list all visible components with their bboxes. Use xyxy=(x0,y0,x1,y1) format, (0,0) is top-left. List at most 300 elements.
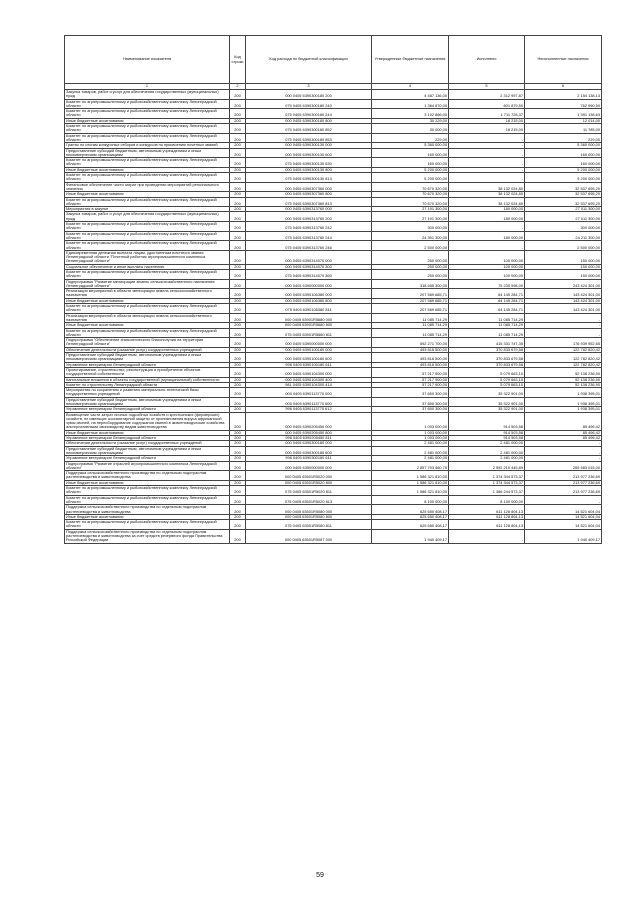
cell-unexecuted: 213 977 236,69 xyxy=(525,486,602,496)
cell-budget-code: 075 0405 63901R5680 811 xyxy=(246,328,372,338)
cell-indicator-name: Комитет по агропромышленному и рыбохозяйственному комплексу Ленинградской области xyxy=(65,109,230,119)
cell-line-code: 200 xyxy=(230,446,246,456)
cell-unexecuted: 243 424 301,00 xyxy=(525,279,602,289)
cell-approved: 57 217 900,00 xyxy=(372,367,449,377)
cell-executed: 180 000,00 xyxy=(449,207,525,212)
cell-executed: 100 000,00 xyxy=(449,269,525,279)
cell-unexecuted: 160 000,00 xyxy=(525,148,602,158)
cell-executed: 1 711 728,37 xyxy=(449,109,525,119)
cell-line-code: 200 xyxy=(230,486,246,496)
cell-executed: 8 100 000,00 xyxy=(449,495,525,505)
cell-unexecuted: 52 138 236,90 xyxy=(525,377,602,382)
cell-approved: 1 586 321 810,00 xyxy=(372,471,449,481)
header-indicator-name: Наименование показателя xyxy=(65,36,230,84)
table-row xyxy=(65,269,602,279)
cell-unexecuted: 27 011 300,00 xyxy=(525,207,602,212)
cell-budget-code: 075 0405 6390313760 242 xyxy=(246,222,372,232)
cell-executed: 601 879,50 xyxy=(449,99,525,109)
cell-executed: 11 085 714,29 xyxy=(449,323,525,328)
cell-unexecuted: 24 211 300,00 xyxy=(525,231,602,241)
cell-budget-code: 000 0405 6390300130 000 xyxy=(246,143,372,148)
cell-line-code: 200 xyxy=(230,505,246,515)
cell-executed: 611 128 804,13 xyxy=(449,520,525,530)
cell-line-code: 200 xyxy=(230,397,246,407)
cell-line-code: 200 xyxy=(230,471,246,481)
cell-budget-code: 000 0405 6390000000 000 xyxy=(246,338,372,348)
cell-line-code: 200 xyxy=(230,148,246,158)
cell-budget-code: 000 0405 63901R5680 000 xyxy=(246,313,372,323)
cell-budget-code: 996 0405 6390300180 611 xyxy=(246,456,372,461)
cell-approved: 1 003 000,00 xyxy=(372,436,449,441)
cell-budget-code: 996 0405 6390113770 612 xyxy=(246,407,372,412)
cell-executed: 38 132 024,80 xyxy=(449,182,525,192)
cell-indicator-name: Комитет по агропромышленному и рыбохозяйственному комплексу Ленинградской области xyxy=(65,304,230,314)
cell-approved: 207 569 685,71 xyxy=(372,304,449,314)
cell-budget-code: 000 0405 6390307360 000 xyxy=(246,182,372,192)
cell-indicator-name: Гранты по итогам конкурсных отборов и конкурсов по присвоению почетных званий xyxy=(65,143,230,148)
table-row xyxy=(65,133,602,143)
cell-approved: 37 650 300,00 xyxy=(372,388,449,398)
cell-executed: 370 833 679,58 xyxy=(449,347,525,352)
cell-executed: - xyxy=(449,158,525,168)
cell-unexecuted: 5 360 000,00 xyxy=(525,143,602,148)
cell-budget-code: 000 0405 6390205450 800 xyxy=(246,430,372,435)
cell-unexecuted: 213 977 236,69 xyxy=(525,480,602,485)
cell-executed: 38 132 024,80 xyxy=(449,197,525,207)
cell-indicator-name: Подпрограмма "Обеспечение эпизоотического благополучия на территории Ленинградской области" xyxy=(65,338,230,348)
budget-execution-table xyxy=(64,35,602,544)
cell-line-code: 200 xyxy=(230,347,246,352)
cell-executed: 11 085 714,29 xyxy=(449,328,525,338)
cell-indicator-name: Иные бюджетные ассигнования xyxy=(65,480,230,485)
cell-indicator-name: Комитет по агропромышленному и рыбохозяйственному комплексу Ленинградской области xyxy=(65,328,230,338)
cell-executed: 370 833 679,58 xyxy=(449,362,525,367)
cell-approved: 2 857 793 460,75 xyxy=(372,461,449,471)
cell-executed: 370 833 679,58 xyxy=(449,353,525,363)
table-row xyxy=(65,99,602,109)
table-row xyxy=(65,338,602,348)
cell-line-code: 200 xyxy=(230,514,246,519)
cell-indicator-name: Комитет по агропромышленному и рыбохозяйственному комплексу Ленинградской области xyxy=(65,99,230,109)
table-row xyxy=(65,397,602,407)
cell-approved: 625 650 408,17 xyxy=(372,514,449,519)
cell-indicator-name: Поддержка сельскохозяйственного производства по отдельным подотраслям растениеводства и животноводства xyxy=(65,471,230,481)
cell-unexecuted: 143 424 301,00 xyxy=(525,289,602,299)
cell-approved: 1 003 000,00 xyxy=(372,430,449,435)
cell-indicator-name: Предоставление субсидий бюджетным, автономным учреждениям и иным некоммерческим организациям xyxy=(65,148,230,158)
cell-budget-code: 075 0405 6390313760 244 xyxy=(246,231,372,241)
cell-unexecuted: 11 785,00 xyxy=(525,124,602,134)
cell-approved: 207 569 685,71 xyxy=(372,289,449,299)
cell-approved: 30 229,00 xyxy=(372,118,449,123)
cell-budget-code: 000 0405 6390300180 000 xyxy=(246,441,372,446)
cell-budget-code: 075 0405 63501R5020 811 xyxy=(246,486,372,496)
table-row xyxy=(65,446,602,456)
cell-line-code: 200 xyxy=(230,99,246,109)
cell-approved: 2 500 000,00 xyxy=(372,241,449,251)
table-row xyxy=(65,173,602,183)
cell-line-code: 200 xyxy=(230,495,246,505)
cell-unexecuted: 1 938 395,01 xyxy=(525,407,602,412)
cell-line-code: 200 xyxy=(230,456,246,461)
cell-line-code: 200 xyxy=(230,367,246,377)
cell-budget-code: 996 0405 6390205450 811 xyxy=(246,436,372,441)
cell-budget-code: 000 0405 6390113770 000 xyxy=(246,388,372,398)
cell-line-code: 200 xyxy=(230,520,246,530)
cell-indicator-name: Комитет по агропромышленному и рыбохозяйственному комплексу Ленинградской области xyxy=(65,269,230,279)
cell-line-code: 200 xyxy=(230,382,246,387)
table-row xyxy=(65,353,602,363)
cell-executed: 611 128 804,13 xyxy=(449,514,525,519)
cell-line-code: 200 xyxy=(230,323,246,328)
table-row xyxy=(65,367,602,377)
cell-approved: 1 940 409,17 xyxy=(372,529,449,543)
table-row xyxy=(65,182,602,192)
cell-line-code: 200 xyxy=(230,269,246,279)
cell-budget-code: 000 0405 6390113770 600 xyxy=(246,397,372,407)
cell-executed: 914 503,58 xyxy=(449,436,525,441)
cell-approved: 11 085 714,29 xyxy=(372,313,449,323)
cell-unexecuted: 213 977 236,69 xyxy=(525,471,602,481)
cell-budget-code: 075 0405 6390300180 853 xyxy=(246,133,372,143)
cell-line-code: 200 xyxy=(230,461,246,471)
cell-executed: 75 230 998,00 xyxy=(449,279,525,289)
cell-executed: 2 481 000,00 xyxy=(449,441,525,446)
cell-budget-code: 075 0405 6390300180 240 xyxy=(246,99,372,109)
cell-unexecuted: 176 939 952,65 xyxy=(525,338,602,348)
cell-budget-code: 996 0405 6390100180 611 xyxy=(246,362,372,367)
cell-unexecuted: 1 938 395,01 xyxy=(525,397,602,407)
cell-approved: 1 586 321 810,00 xyxy=(372,486,449,496)
cell-line-code: 200 xyxy=(230,388,246,398)
cell-unexecuted: 143 424 301,00 xyxy=(525,304,602,314)
header-executed: Исполнено xyxy=(449,36,525,84)
cell-approved: 3 102 866,00 xyxy=(372,109,449,119)
cell-unexecuted: 122 782 820,42 xyxy=(525,362,602,367)
cell-indicator-name: Комитет по агропромышленному и рыбохозяйственному комплексу Ленинградской области xyxy=(65,133,230,143)
cell-executed: 18 215,00 xyxy=(449,118,525,123)
cell-budget-code: 000 0405 6390100180 600 xyxy=(246,353,372,363)
cell-unexecuted: 85 496,42 xyxy=(525,436,602,441)
cell-executed: 2 312 997,87 xyxy=(449,90,525,100)
cell-indicator-name: Комитет по агропромышленному и рыбохозяйственному комплексу Ленинградской области xyxy=(65,241,230,251)
cell-unexecuted: 150 000,00 xyxy=(525,250,602,264)
header-unexecuted: Неисполненные назначения xyxy=(525,36,602,84)
cell-unexecuted: - xyxy=(525,456,602,461)
cell-executed: 64 145 284,71 xyxy=(449,304,525,314)
cell-executed: - xyxy=(449,529,525,543)
cell-executed: - xyxy=(449,133,525,143)
cell-indicator-name: Комитет по агропромышленному и рыбохозяйственному комплексу Ленинградской области xyxy=(65,520,230,530)
table-row xyxy=(65,520,602,530)
cell-unexecuted: 300 000,00 xyxy=(525,222,602,232)
table-row xyxy=(65,124,602,134)
cell-budget-code: 075 0405 6390313760 246 xyxy=(246,241,372,251)
cell-line-code: 200 xyxy=(230,480,246,485)
cell-approved: 30 000,00 xyxy=(372,124,449,134)
cell-line-code: 200 xyxy=(230,279,246,289)
cell-executed: 35 322 901,00 xyxy=(449,388,525,398)
cell-executed: 415 331 747,35 xyxy=(449,338,525,348)
cell-unexecuted: 52 138 236,90 xyxy=(525,382,602,387)
cell-approved: 318 655 300,00 xyxy=(372,279,449,289)
table-body xyxy=(65,90,602,544)
table-row xyxy=(65,313,602,323)
cell-unexecuted: 32 537 695,20 xyxy=(525,192,602,197)
cell-line-code: 200 xyxy=(230,430,246,435)
table-row xyxy=(65,279,602,289)
cell-line-code: 200 xyxy=(230,197,246,207)
column-number: 3 xyxy=(246,84,372,90)
cell-indicator-name: Комитет по агропромышленному и рыбохозяйственному комплексу Ленинградской области xyxy=(65,197,230,207)
cell-indicator-name: Мероприятия по сохранению и развитию материально-технической базы государственных учреждений xyxy=(65,388,230,398)
cell-unexecuted: - xyxy=(525,446,602,456)
cell-budget-code: 075 0405 6390300180 852 xyxy=(246,124,372,134)
cell-indicator-name: Комитет по агропромышленному и рыбохозяйственному комплексу Ленинградской области xyxy=(65,222,230,232)
column-number: 4 xyxy=(372,84,449,90)
cell-approved: 250 000,00 xyxy=(372,250,449,264)
cell-unexecuted: 12 014,00 xyxy=(525,118,602,123)
cell-budget-code: 000 0405 6390307360 800 xyxy=(246,192,372,197)
cell-indicator-name: Возмещение части затрат личных подсобных хозяйств и крестьянских (фермерских) хозяйств, не имеющих зоосанитарной защиты от проникновения вируса африканской чумы свиней, на переоборудование содержания свиней в животноводческие хозяйства альтернативными свиноводству видам животноводства xyxy=(65,412,230,430)
cell-budget-code: 000 0405 6390300130 600 xyxy=(246,148,372,158)
cell-budget-code: 075 0405 63501R5080 811 xyxy=(246,520,372,530)
cell-approved: 625 650 408,17 xyxy=(372,520,449,530)
table-row xyxy=(65,388,602,398)
cell-approved: 27 191 300,00 xyxy=(372,212,449,222)
cell-indicator-name: Закупка товаров, работ и услуг для обеспечения государственных (муниципальных) нужд xyxy=(65,212,230,222)
cell-unexecuted: - xyxy=(525,313,602,323)
cell-unexecuted: 1 391 138,63 xyxy=(525,109,602,119)
cell-approved: 27 191 300,00 xyxy=(372,207,449,212)
cell-line-code: 200 xyxy=(230,264,246,269)
cell-line-code: 200 xyxy=(230,353,246,363)
cell-approved: 1 364 870,00 xyxy=(372,99,449,109)
cell-executed: 180 000,00 xyxy=(449,231,525,241)
cell-line-code: 200 xyxy=(230,222,246,232)
cell-indicator-name: Подпрограмма "Развитие отраслей агропромышленного комплекса Ленинградской области" xyxy=(65,461,230,471)
cell-budget-code: 075 0405 6390300180 244 xyxy=(246,109,372,119)
cell-approved: 2 481 000,00 xyxy=(372,446,449,456)
cell-unexecuted: 762 990,50 xyxy=(525,99,602,109)
cell-unexecuted: 150 000,00 xyxy=(525,269,602,279)
cell-indicator-name: Финансовое обеспечение части затрат при проведении мероприятий регионального значения xyxy=(65,182,230,192)
cell-unexecuted: 1 940 409,17 xyxy=(525,529,602,543)
cell-approved: 2 481 000,00 xyxy=(372,456,449,461)
cell-indicator-name: Проектирование, строительство, реконструкция и приобретение объектов государственной собственности xyxy=(65,367,230,377)
cell-line-code: 200 xyxy=(230,109,246,119)
cell-executed: - xyxy=(449,241,525,251)
cell-budget-code: 000 0405 63501R5087 000 xyxy=(246,529,372,543)
cell-line-code: 200 xyxy=(230,231,246,241)
cell-approved: 250 000,00 xyxy=(372,264,449,269)
cell-budget-code: 000 0405 6390100180 000 xyxy=(246,347,372,352)
column-number: 1 xyxy=(65,84,230,90)
cell-executed: 2 481 000,00 xyxy=(449,446,525,456)
cell-indicator-name: Поддержка сельскохозяйственного производства по отдельным подотраслям растениеводства и животноводства xyxy=(65,505,230,515)
column-number: 6 xyxy=(525,84,602,90)
cell-approved: 160 000,00 xyxy=(372,148,449,158)
cell-unexecuted: 14 521 604,04 xyxy=(525,514,602,519)
cell-budget-code: 000 0405 6390106380 800 xyxy=(246,298,372,303)
cell-line-code: 200 xyxy=(230,529,246,543)
cell-line-code: 200 xyxy=(230,143,246,148)
cell-approved: 493 816 500,00 xyxy=(372,347,449,352)
table-row xyxy=(65,231,602,241)
cell-budget-code: 075 0405 6390300130 813 xyxy=(246,173,372,183)
cell-executed: 64 145 284,71 xyxy=(449,298,525,303)
cell-indicator-name: Реализация мероприятий в области мелиорации земель сельскохозяйственного назначения xyxy=(65,289,230,299)
table-row xyxy=(65,529,602,543)
cell-indicator-name: Иные бюджетные ассигнования xyxy=(65,192,230,197)
cell-indicator-name: Обеспечение деятельности (оказание услуг) государственных учреждений xyxy=(65,441,230,446)
cell-budget-code: 000 0405 6390314070 300 xyxy=(246,264,372,269)
page-number: 59 xyxy=(316,872,324,879)
cell-unexecuted: 5 200 000,00 xyxy=(525,173,602,183)
cell-line-code: 200 xyxy=(230,436,246,441)
cell-budget-code: 000 0405 63901R5680 800 xyxy=(246,323,372,328)
cell-indicator-name: Обеспечение деятельности (оказание услуг) государственных учреждений xyxy=(65,347,230,352)
cell-indicator-name: Мероприятия в закупке xyxy=(65,207,230,212)
cell-budget-code: 000 0405 6390104300 400 xyxy=(246,377,372,382)
cell-approved: 300 000,00 xyxy=(372,222,449,232)
table-row xyxy=(65,90,602,100)
cell-approved: 250 000,00 xyxy=(372,269,449,279)
table-row xyxy=(65,412,602,430)
cell-unexecuted: 265 583 015,00 xyxy=(525,461,602,471)
cell-approved: 37 650 300,00 xyxy=(372,397,449,407)
cell-unexecuted: 2 500 000,00 xyxy=(525,241,602,251)
cell-executed: - xyxy=(449,143,525,148)
cell-budget-code: 000 0405 6390300180 200 xyxy=(246,90,372,100)
cell-unexecuted: - xyxy=(525,328,602,338)
table-header xyxy=(65,36,602,90)
cell-approved: 229,00 xyxy=(372,133,449,143)
cell-executed: 100 000,00 xyxy=(449,264,525,269)
cell-indicator-name: Комитет по строительству Ленинградской области xyxy=(65,382,230,387)
cell-unexecuted: 122 782 820,42 xyxy=(525,347,602,352)
cell-executed: 611 128 804,13 xyxy=(449,505,525,515)
cell-indicator-name: Иные бюджетные ассигнования xyxy=(65,323,230,328)
cell-approved: 5 360 000,00 xyxy=(372,143,449,148)
cell-line-code: 200 xyxy=(230,298,246,303)
cell-executed: 18 215,00 xyxy=(449,124,525,134)
cell-indicator-name: Иные бюджетные ассигнования xyxy=(65,430,230,435)
table-row xyxy=(65,109,602,119)
cell-line-code: 200 xyxy=(230,173,246,183)
cell-line-code: 200 xyxy=(230,207,246,212)
cell-budget-code: 075 0405 6390314070 360 xyxy=(246,269,372,279)
cell-line-code: 200 xyxy=(230,167,246,172)
cell-approved: 70 670 320,00 xyxy=(372,192,449,197)
cell-executed: 5 079 663,10 xyxy=(449,367,525,377)
cell-approved: 11 085 714,29 xyxy=(372,328,449,338)
cell-indicator-name: Поддержка сельскохозяйственного производства по отдельным подотраслям растениеводства и животноводства за счет средств резервного фонда Правительства Российской Федерации xyxy=(65,529,230,543)
cell-approved: 625 650 408,17 xyxy=(372,505,449,515)
cell-budget-code: 000 0405 6390000000 000 xyxy=(246,279,372,289)
cell-line-code: 200 xyxy=(230,313,246,323)
cell-unexecuted: - xyxy=(525,495,602,505)
cell-budget-code: 075 0405 6390106380 811 xyxy=(246,304,372,314)
cell-indicator-name: Предоставление субсидий бюджетным, автономным учреждениям и иным некоммерческим организациям xyxy=(65,353,230,363)
cell-budget-code: 981 0405 6390104300 414 xyxy=(246,382,372,387)
cell-indicator-name: Предоставление субсидий бюджетным, автономным учреждениям и иным некоммерческим организациям xyxy=(65,397,230,407)
cell-executed: - xyxy=(449,173,525,183)
cell-executed: 35 322 901,00 xyxy=(449,397,525,407)
header-approved: Утвержденные бюджетные назначения xyxy=(372,36,449,84)
cell-budget-code: 000 0405 6390313760 000 xyxy=(246,207,372,212)
cell-budget-code: 000 0405 63501R5080 800 xyxy=(246,514,372,519)
cell-indicator-name: Предоставление субсидий бюджетным, автономным учреждениям и иным некоммерческим организациям xyxy=(65,446,230,456)
table-row xyxy=(65,328,602,338)
cell-line-code: 200 xyxy=(230,338,246,348)
cell-line-code: 200 xyxy=(230,241,246,251)
cell-approved: 57 217 900,00 xyxy=(372,382,449,387)
cell-indicator-name: Единовременная денежная выплата лицам, удостоенным почетного звания Ленинградской области "Почетный работник агропромышленного комплекса Ленинградской области" xyxy=(65,250,230,264)
table-row xyxy=(65,304,602,314)
cell-indicator-name: Комитет по агропромышленному и рыбохозяйственному комплексу Ленинградской области xyxy=(65,495,230,505)
cell-executed: - xyxy=(449,222,525,232)
cell-unexecuted: 32 537 695,20 xyxy=(525,197,602,207)
cell-approved: 1 003 000,00 xyxy=(372,412,449,430)
cell-unexecuted: 32 537 695,20 xyxy=(525,182,602,192)
cell-executed: 11 085 714,29 xyxy=(449,313,525,323)
column-number: 5 xyxy=(449,84,525,90)
cell-approved: 493 816 500,00 xyxy=(372,362,449,367)
cell-indicator-name: Иные бюджетные ассигнования xyxy=(65,118,230,123)
cell-budget-code: 000 0405 6390104300 000 xyxy=(246,367,372,377)
cell-indicator-name: Социальное обеспечение и иные выплаты населению xyxy=(65,264,230,269)
cell-approved: 493 816 500,00 xyxy=(372,353,449,363)
cell-budget-code: 075 0405 6390300130 630 xyxy=(246,158,372,168)
cell-line-code: 200 xyxy=(230,362,246,367)
cell-line-code: 200 xyxy=(230,192,246,197)
cell-indicator-name: Комитет по агропромышленному и рыбохозяйственному комплексу Ленинградской области xyxy=(65,124,230,134)
cell-unexecuted: 1 938 395,01 xyxy=(525,388,602,398)
cell-indicator-name: Управление ветеринарии Ленинградской области xyxy=(65,407,230,412)
cell-indicator-name: Иные бюджетные ассигнования xyxy=(65,298,230,303)
cell-executed: 180 000,00 xyxy=(449,212,525,222)
cell-indicator-name: Капитальные вложения в объекты государственной (муниципальной) собственности xyxy=(65,377,230,382)
cell-line-code: 200 xyxy=(230,441,246,446)
cell-unexecuted: - xyxy=(525,441,602,446)
cell-budget-code: 000 0405 6390300180 600 xyxy=(246,446,372,456)
cell-executed: 64 145 284,71 xyxy=(449,289,525,299)
cell-unexecuted: 14 521 604,04 xyxy=(525,505,602,515)
table-row xyxy=(65,212,602,222)
cell-approved: 70 670 320,00 xyxy=(372,182,449,192)
cell-line-code: 200 xyxy=(230,304,246,314)
cell-indicator-name: Управление ветеринарии Ленинградской области xyxy=(65,436,230,441)
cell-executed: 1 374 344 573,37 xyxy=(449,471,525,481)
cell-budget-code: 000 0405 6390314070 000 xyxy=(246,250,372,264)
cell-unexecuted: 143 424 301,00 xyxy=(525,298,602,303)
cell-executed: 914 503,58 xyxy=(449,412,525,430)
cell-executed: 1 374 344 573,37 xyxy=(449,480,525,485)
cell-unexecuted: 14 521 604,04 xyxy=(525,520,602,530)
table-row xyxy=(65,197,602,207)
header-budget-code: Код расхода по бюджетной классификации xyxy=(246,36,372,84)
table-row xyxy=(65,148,602,158)
cell-approved: 70 670 320,00 xyxy=(372,197,449,207)
cell-line-code: 200 xyxy=(230,124,246,134)
cell-line-code: 200 xyxy=(230,133,246,143)
cell-approved: 11 085 714,29 xyxy=(372,323,449,328)
cell-indicator-name: Комитет по агропромышленному и рыбохозяйственному комплексу Ленинградской области xyxy=(65,486,230,496)
cell-unexecuted: 85 496,42 xyxy=(525,412,602,430)
cell-line-code: 200 xyxy=(230,158,246,168)
cell-budget-code: 000 0405 63501R5080 000 xyxy=(246,505,372,515)
